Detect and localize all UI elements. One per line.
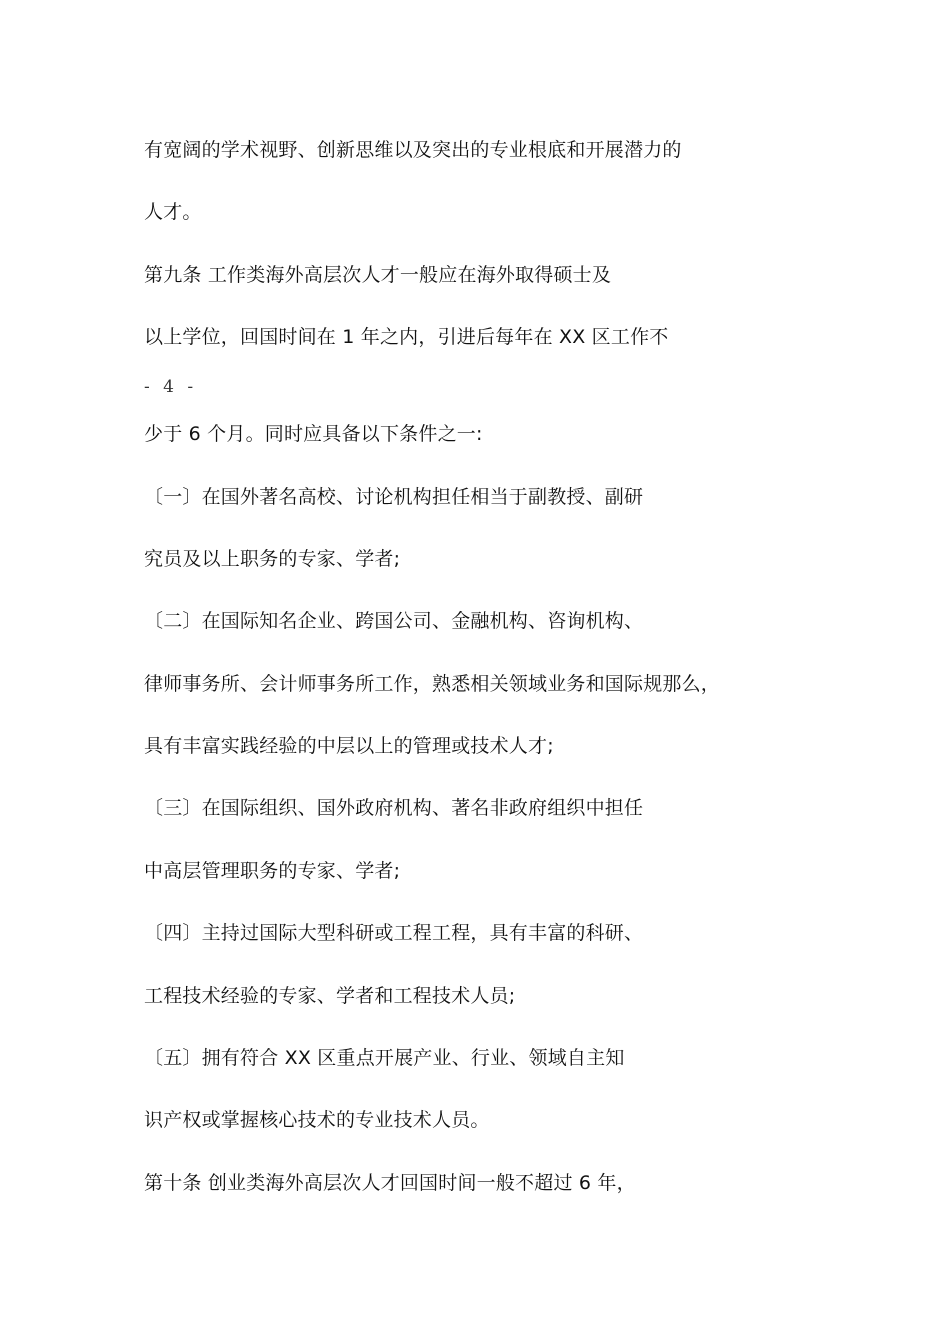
text-line: 有宽阔的学术视野、创新思维以及突出的专业根底和开展潜力的: [144, 139, 682, 161]
page-number: - 4 -: [144, 377, 198, 397]
list-item-3: 〔三〕在国际组织、国外政府机构、著名非政府组织中担任: [144, 797, 644, 819]
text-line: 识产权或掌握核心技术的专业技术人员。: [144, 1109, 490, 1131]
text-line: 以上学位，回国时间在 1 年之内，引进后每年在 XX 区工作不: [144, 326, 669, 348]
article-ten-heading: 第十条 创业类海外高层次人才回国时间一般不超过 6 年，: [144, 1172, 636, 1194]
list-item-2: 〔二〕在国际知名企业、跨国公司、金融机构、咨询机构、: [144, 610, 644, 632]
text-line: 具有丰富实践经验的中层以上的管理或技术人才;: [144, 735, 554, 757]
text-line: 人才。: [144, 201, 202, 223]
text-line: 工程技术经验的专家、学者和工程技术人员;: [144, 985, 516, 1007]
list-item-4: 〔四〕主持过国际大型科研或工程工程，具有丰富的科研、: [144, 922, 644, 944]
text-line: 律师事务所、会计师事务所工作，熟悉相关领域业务和国际规那么，: [144, 673, 721, 695]
text-line: 中高层管理职务的专家、学者;: [144, 860, 401, 882]
list-item-1: 〔一〕在国外著名高校、讨论机构担任相当于副教授、副研: [144, 486, 644, 508]
text-line: 少于 6 个月。同时应具备以下条件之一:: [144, 423, 483, 445]
article-nine-heading: 第九条 工作类海外高层次人才一般应在海外取得硕士及: [144, 264, 612, 286]
text-line: 究员及以上职务的专家、学者;: [144, 548, 401, 570]
list-item-5: 〔五〕拥有符合 XX 区重点开展产业、行业、领域自主知: [144, 1047, 625, 1069]
